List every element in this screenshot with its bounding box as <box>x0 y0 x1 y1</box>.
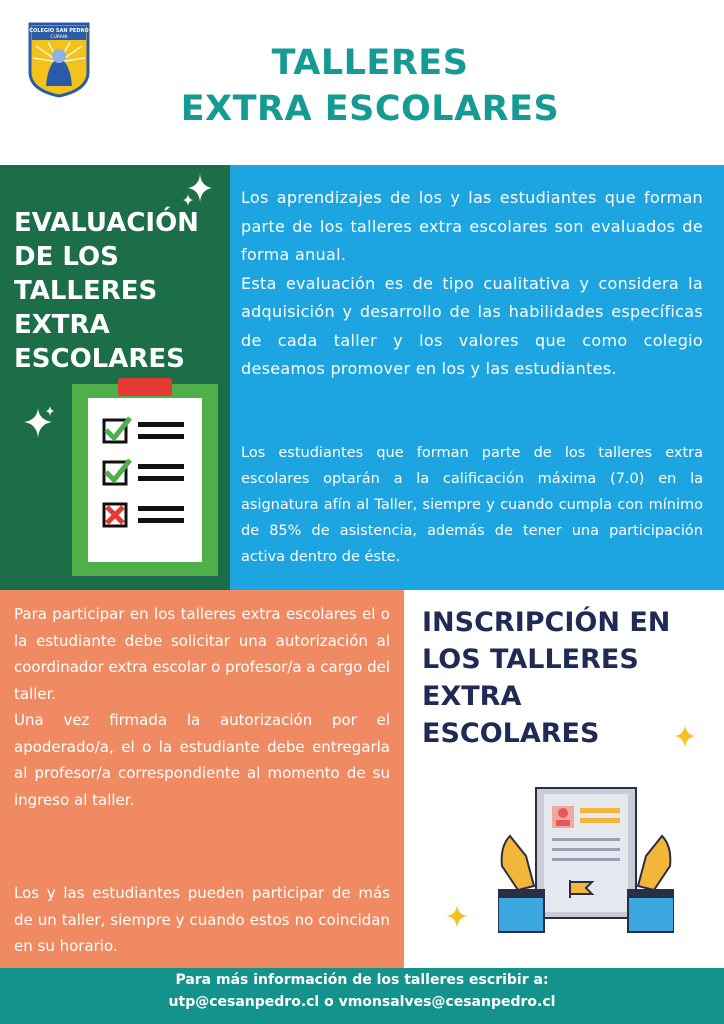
sparkle-icon <box>182 172 214 208</box>
inscription-paragraph-2: Una vez firmada la autorización por el apoderado/a, el o la estudiante debe entregarla al profesor/a correspondiente al momento de su ingreso al taller. <box>14 711 390 809</box>
inscription-text <box>14 601 390 813</box>
footer-emails: utp@cesanpedro.cl o vmonsalves@cesanpedro.cl <box>168 994 556 1010</box>
sparkle-icon <box>672 724 698 750</box>
header <box>0 0 724 165</box>
inscription-paragraph-1: Para participar en los talleres extra escolares el o la estudiante debe solicitar una autorización al coordinador extra escolar o profesor/a a cargo del taller. <box>14 605 390 703</box>
evaluation-paragraph-3: Los estudiantes que forman parte de los talleres extra escolares optarán a la calificación máxima (7.0) en la asignatura afín al Taller, siempre y cuando cumpla con mínimo de 85% de asistencia, además de tener una participación activa dentro de éste. <box>241 445 703 565</box>
logo-text-top: COLEGIO SAN PEDRO <box>29 28 89 34</box>
evaluation-heading-line: EVALUACIÓN <box>14 208 199 238</box>
title-line-1: TALLERES <box>271 43 469 83</box>
title-line-2: EXTRA ESCOLARES <box>180 89 560 129</box>
sparkle-icon <box>22 404 56 440</box>
evaluation-text <box>241 184 703 384</box>
inscription-heading-line: EXTRA <box>422 681 522 712</box>
inscription-paragraph-3: Los y las estudiantes pueden participar de más de un taller, siempre y cuando estos no coincidan en su horario. <box>14 884 390 955</box>
sparkle-icon <box>444 904 470 930</box>
evaluation-paragraph-1: Los aprendizajes de los y las estudiantes que forman parte de los talleres extra escolares son evaluados de forma anual. <box>241 188 703 264</box>
inscription-heading-line: INSCRIPCIÓN EN <box>422 607 671 638</box>
evaluation-heading <box>14 206 226 376</box>
evaluation-heading-line: DE LOS <box>14 242 119 272</box>
evaluation-paragraph-2: Esta evaluación es de tipo cualitativa y considera la adquisición y desarrollo de las habilidades específicas de cada taller y los valores que como colegio deseamos promover en los y las estudiantes. <box>241 273 703 378</box>
logo-text-sub: CURANI <box>50 35 68 40</box>
application-form-icon <box>498 786 674 936</box>
page-title <box>0 40 724 132</box>
checklist-clipboard-icon <box>72 378 218 576</box>
evaluation-heading-line: ESCOLARES <box>14 344 185 374</box>
evaluation-heading-line: EXTRA <box>14 310 110 340</box>
inscription-heading-line: ESCOLARES <box>422 718 600 749</box>
inscription-heading-line: LOS TALLERES <box>422 644 639 675</box>
footer-info-text: Para más información de los talleres escribir a: <box>175 972 549 988</box>
evaluation-heading-line: TALLERES <box>14 276 158 306</box>
